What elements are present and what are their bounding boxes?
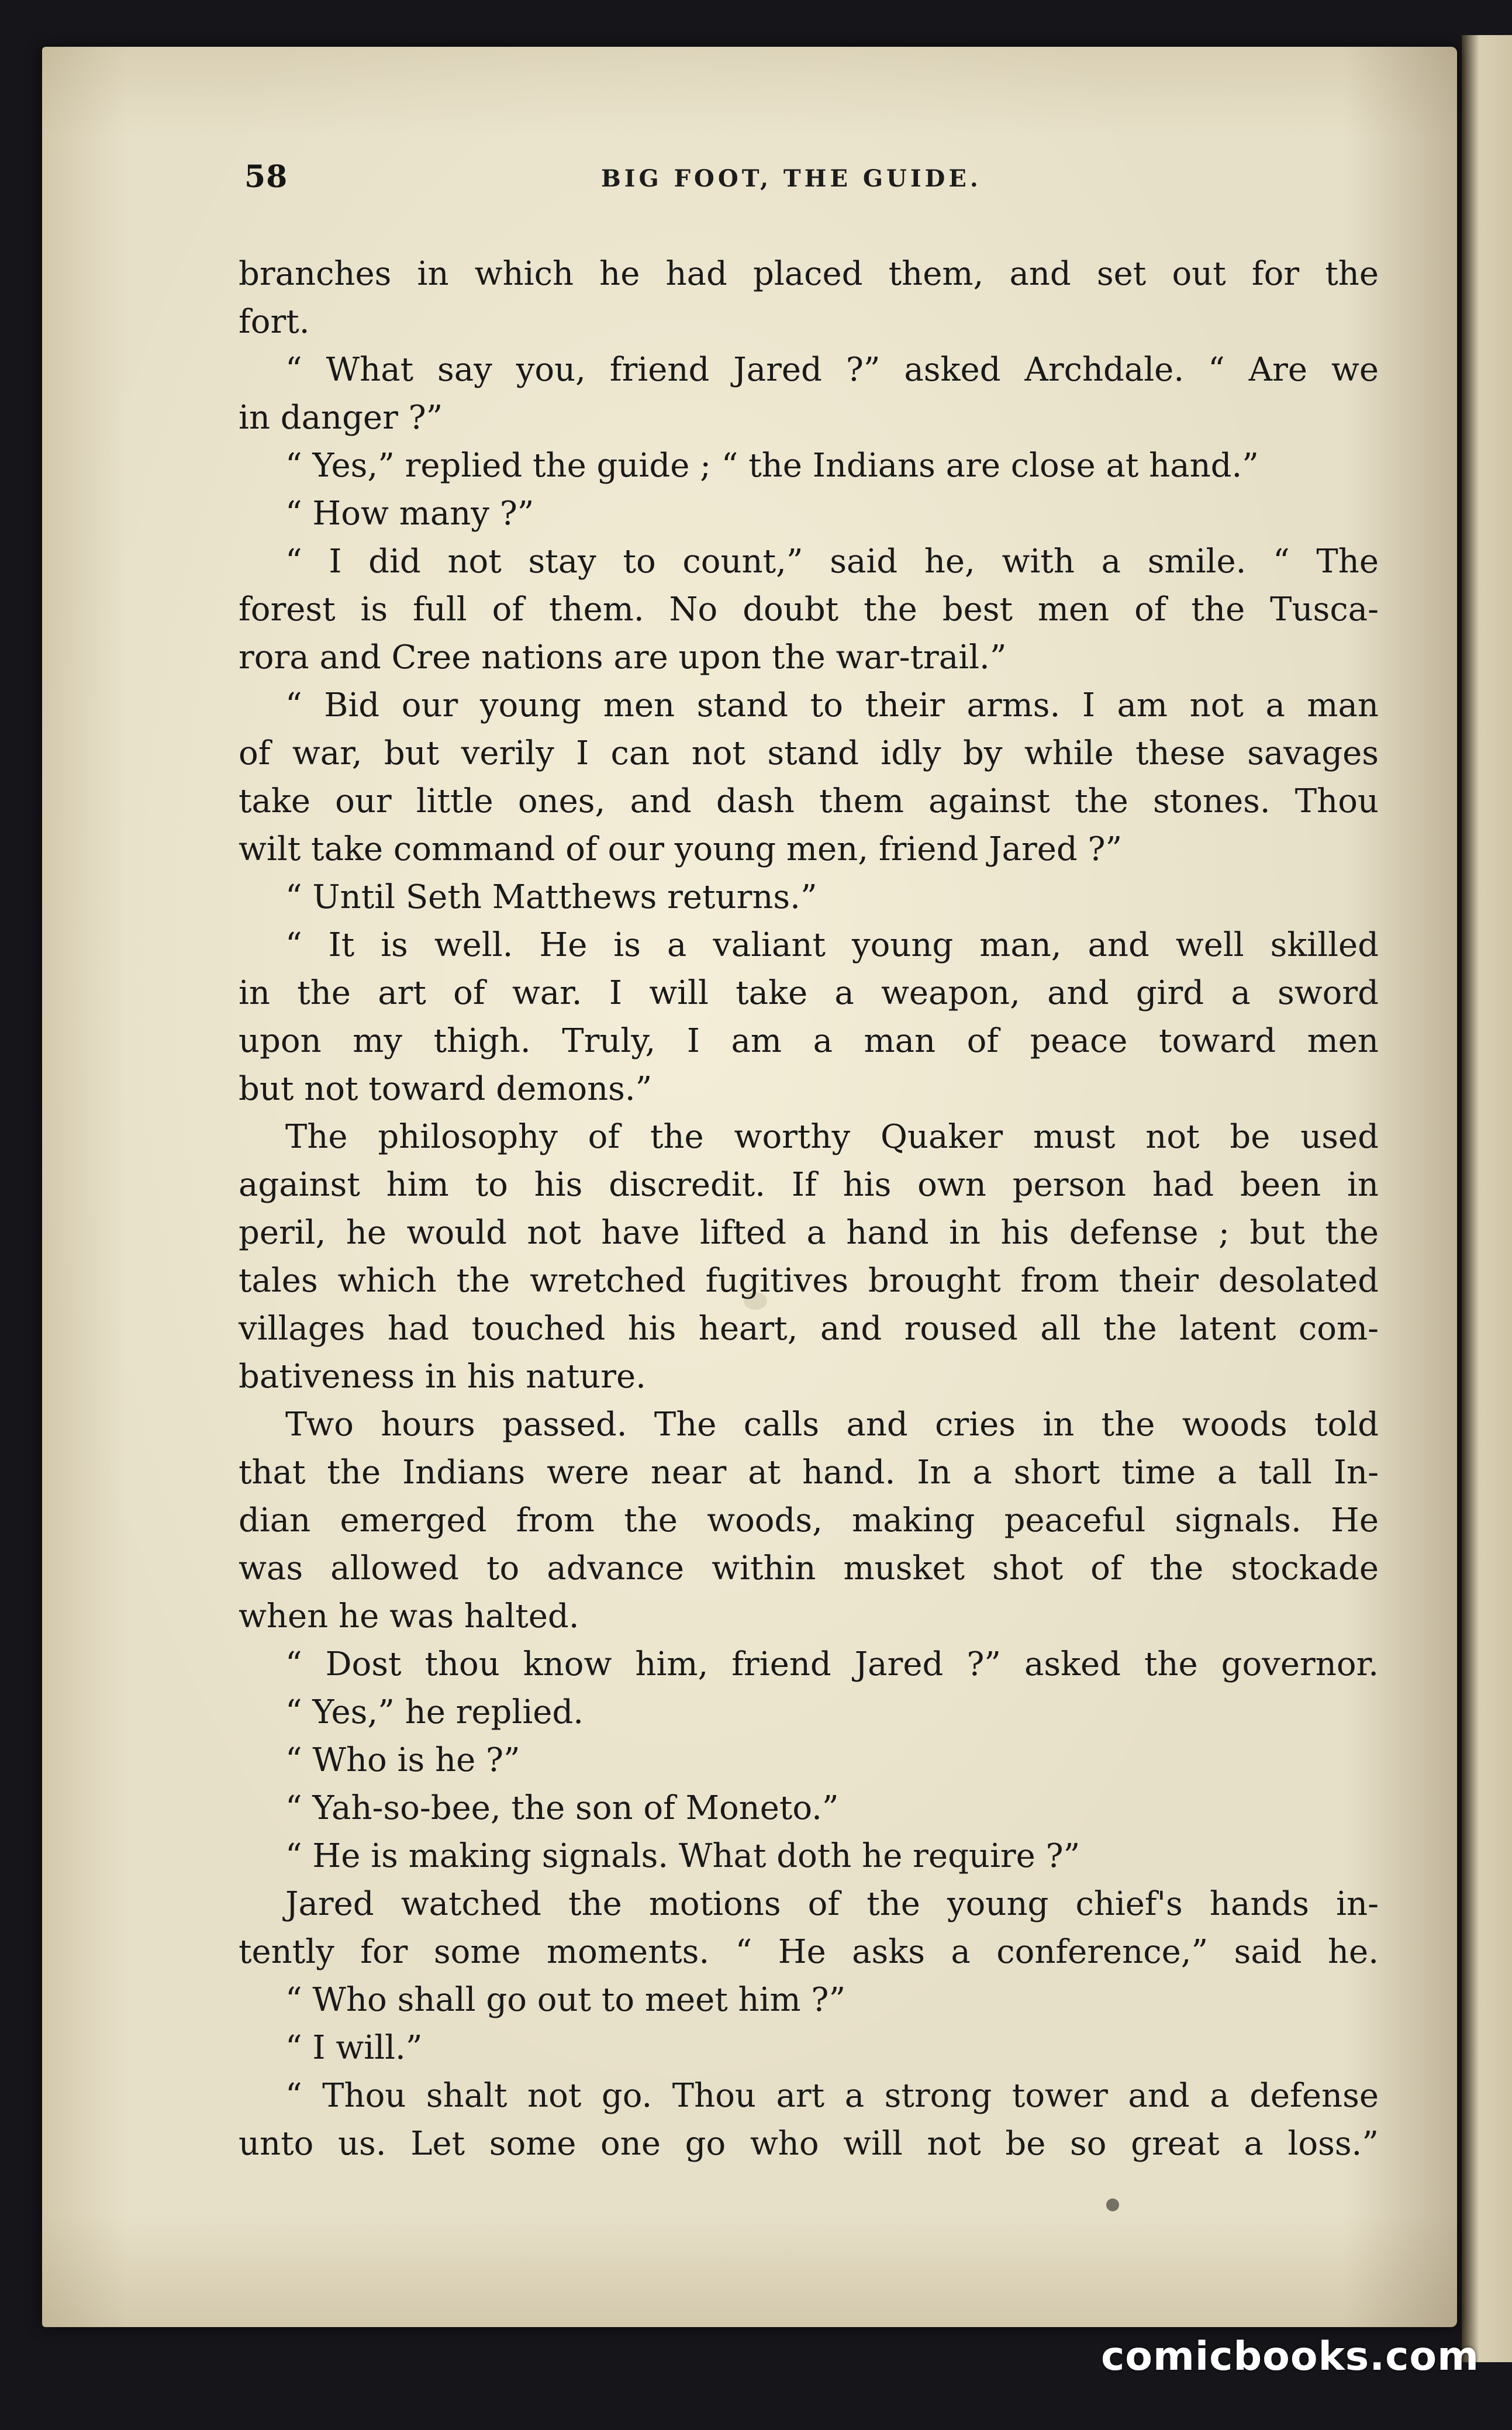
text-line: “ Thou shalt not go. Thou art a strong tower and a defense: [285, 2077, 1379, 2115]
text-line: against him to his discredit. If his own person had been in: [239, 1166, 1379, 1204]
text-line: “ What say you, friend Jared ?” asked Archdale. “ Are we: [285, 351, 1379, 389]
running-title: BIG FOOT, THE GUIDE.: [601, 165, 982, 192]
text-line: “ I did not stay to count,” said he, with a smile. “ The: [285, 543, 1379, 581]
page-header: [244, 159, 1414, 200]
text-line: forest is full of them. No doubt the best men of the Tusca-: [239, 591, 1379, 629]
text-line: upon my thigh. Truly, I am a man of peace toward men: [239, 1022, 1379, 1060]
text-line: dian emerged from the woods, making peaceful signals. He: [239, 1502, 1379, 1540]
text-line: “ I will.”: [285, 2029, 423, 2067]
facing-page-edge: [1462, 35, 1512, 2362]
text-line: in danger ?”: [239, 399, 443, 437]
text-line: fort.: [239, 303, 310, 341]
text-line: rora and Cree nations are upon the war-trail.”: [239, 638, 1007, 676]
text-line: “ Who is he ?”: [285, 1741, 520, 1779]
text-line: tently for some moments. “ He asks a conference,” said he.: [239, 1933, 1379, 1971]
text-line: “ Dost thou know him, friend Jared ?” asked the governor.: [285, 1645, 1379, 1683]
text-line: “ It is well. He is a valiant young man, and well skilled: [285, 926, 1379, 964]
text-line: The philosophy of the worthy Quaker must not be used: [285, 1118, 1379, 1156]
text-line: branches in which he had placed them, and set out for the: [239, 255, 1379, 293]
text-line: “ Yes,” he replied.: [285, 1693, 584, 1731]
ink-dot: [1106, 2198, 1119, 2211]
text-line: “ Yes,” replied the guide ; “ the Indians are close at hand.”: [285, 447, 1259, 485]
text-line: tales which the wretched fugitives brought from their desolated: [239, 1262, 1379, 1300]
text-line: Two hours passed. The calls and cries in the woods told: [285, 1406, 1379, 1444]
text-line: take our little ones, and dash them against the stones. Thou: [239, 782, 1379, 820]
text-line: “ Until Seth Matthews returns.”: [285, 878, 817, 916]
page-number: 58: [244, 159, 288, 195]
text-line: “ Yah-so-bee, the son of Moneto.”: [285, 1789, 839, 1827]
watermark: comicbooks.com: [1100, 2334, 1479, 2380]
text-line: when he was halted.: [239, 1597, 579, 1635]
text-line: wilt take command of our young men, friend Jared ?”: [239, 830, 1123, 868]
text-line: “ Who shall go out to meet him ?”: [285, 1981, 846, 2019]
text-line: that the Indians were near at hand. In a short time a tall In-: [239, 1454, 1379, 1492]
text-line: “ Bid our young men stand to their arms. I am not a man: [285, 686, 1379, 724]
text-line: bativeness in his nature.: [239, 1358, 646, 1396]
text-line: of war, but verily I can not stand idly by while these savages: [239, 734, 1379, 772]
body-text: [239, 250, 1379, 2168]
text-line: “ How many ?”: [285, 495, 534, 533]
text-line: peril, he would not have lifted a hand in his defense ; but the: [239, 1214, 1379, 1252]
text-line: unto us. Let some one go who will not be so great a loss.”: [239, 2125, 1379, 2163]
text-line: in the art of war. I will take a weapon, and gird a sword: [239, 974, 1379, 1012]
text-line: “ He is making signals. What doth he require ?”: [285, 1837, 1081, 1875]
text-line: villages had touched his heart, and roused all the latent com-: [239, 1310, 1379, 1348]
text-line: was allowed to advance within musket shot of the stockade: [239, 1549, 1379, 1587]
text-line: Jared watched the motions of the young chief's hands in-: [285, 1885, 1379, 1923]
text-line: but not toward demons.”: [239, 1070, 653, 1108]
